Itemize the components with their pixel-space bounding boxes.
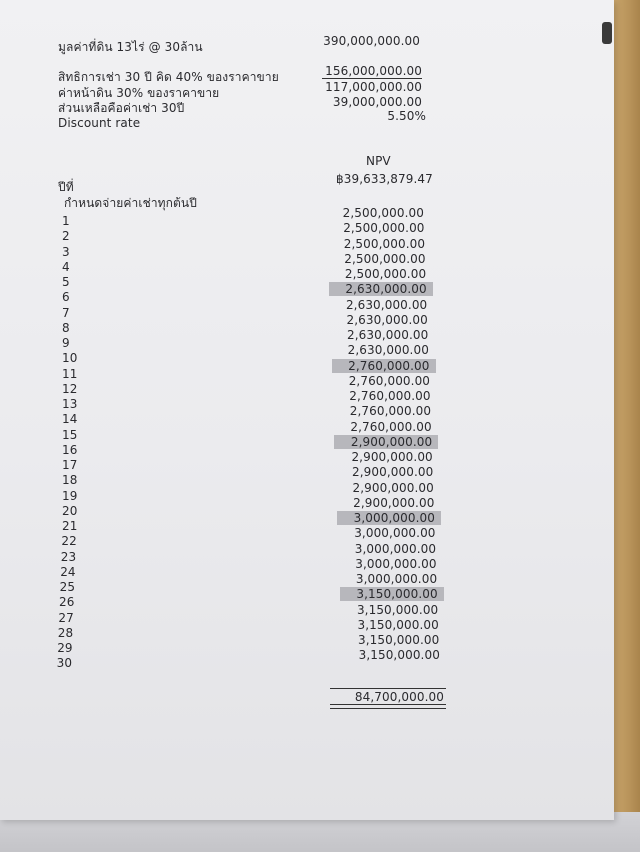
schedule-year: 19 (62, 488, 78, 503)
npv-value: ฿39,633,879.47 (336, 172, 433, 186)
schedule-year: 29 (57, 641, 73, 655)
schedule-year: 30 (56, 656, 73, 671)
schedule-year: 2 (62, 229, 70, 244)
front-fee-value: 117,000,000.00 (325, 80, 422, 94)
schedule-year: 3 (62, 244, 70, 259)
schedule-amount: 3,150,000.00 (357, 617, 439, 632)
remaining-label: ส่วนเหลือคือค่าเช่า 30ปี (58, 101, 185, 115)
schedule-amount: 2,760,000.00 (350, 419, 432, 434)
land-value-label: มูลค่าที่ดิน 13ไร่ @ 30ล้าน (58, 40, 203, 54)
schedule-amount: 2,900,000.00 (353, 495, 435, 510)
schedule-amount: 2,500,000.00 (344, 251, 426, 266)
schedule-amount: 2,630,000.00 (329, 282, 433, 296)
schedule-year: 13 (62, 397, 78, 411)
schedule-amount: 2,900,000.00 (334, 435, 438, 449)
schedule-year: 7 (62, 305, 70, 320)
schedule-amount: 2,630,000.00 (347, 328, 429, 342)
schedule-amount: 3,150,000.00 (358, 633, 440, 647)
schedule-year: 17 (62, 458, 78, 472)
land-value: 390,000,000.00 (323, 34, 420, 48)
schedule-amount: 3,000,000.00 (337, 511, 441, 525)
discount-rate-label: Discount rate (58, 116, 141, 130)
schedule-year: 11 (62, 366, 78, 381)
schedule-year: 6 (62, 290, 70, 305)
schedule-amount: 2,760,000.00 (349, 389, 431, 403)
schedule-amount: 2,900,000.00 (351, 450, 433, 464)
schedule-amount: 2,900,000.00 (352, 480, 434, 495)
schedule-amount: 2,760,000.00 (348, 373, 431, 388)
schedule-year: 22 (61, 534, 77, 549)
schedule-year: 12 (62, 381, 78, 396)
schedule-year: 4 (62, 259, 70, 274)
lease-rights-label: สิทธิการเช่า 30 ปี คิด 40% ของราคาขาย (58, 70, 279, 84)
double-underline (330, 704, 446, 709)
lease-rights-value: 156,000,000.00 (322, 64, 422, 79)
schedule-year: 23 (60, 549, 77, 564)
schedule-amount: 3,150,000.00 (356, 602, 439, 617)
remaining-value: 39,000,000.00 (332, 95, 422, 109)
schedule-amount: 3,000,000.00 (354, 526, 436, 541)
schedule-year: 16 (62, 442, 78, 457)
schedule-amount: 2,630,000.00 (347, 343, 429, 358)
schedule-year: 15 (62, 427, 78, 442)
npv-label: NPV (366, 154, 391, 168)
schedule-amount: 2,500,000.00 (343, 236, 426, 251)
schedule-amount: 2,500,000.00 (343, 221, 425, 236)
total-value: 84,700,000.00 (354, 690, 444, 704)
schedule-amount: 3,150,000.00 (340, 587, 444, 601)
schedule-amount: 2,630,000.00 (345, 297, 428, 312)
schedule-amount: 3,150,000.00 (358, 648, 440, 663)
schedule-year: 18 (62, 473, 78, 488)
schedule-year: 8 (62, 320, 70, 335)
front-fee-label: ค่าหน้าดิน 30% ของราคาขาย (58, 86, 220, 100)
schedule-year: 10 (62, 351, 78, 366)
schedule-amount: 2,630,000.00 (346, 312, 428, 327)
year-column-header: ปีที่ (58, 180, 74, 194)
discount-rate-value: 5.50% (387, 109, 426, 123)
schedule-year: 25 (59, 580, 76, 594)
schedule-year: 5 (62, 275, 70, 289)
schedule-subtitle: กำหนดจ่ายค่าเช่าทุกต้นปี (64, 196, 197, 210)
schedule-year: 20 (62, 503, 78, 518)
schedule-year: 24 (60, 564, 76, 579)
schedule-amount: 2,760,000.00 (332, 359, 436, 373)
schedule-amount: 3,000,000.00 (355, 556, 437, 571)
total-underline (330, 688, 446, 709)
schedule-year: 28 (57, 625, 74, 640)
schedule-year: 1 (62, 214, 70, 228)
schedule-amount: 2,500,000.00 (344, 267, 427, 281)
schedule-amount: 3,000,000.00 (355, 572, 438, 586)
schedule-year: 26 (59, 595, 75, 610)
schedule-amount: 2,760,000.00 (349, 404, 432, 419)
schedule-amount: 2,500,000.00 (342, 206, 424, 220)
schedule-year: 27 (58, 610, 74, 625)
schedule-year: 14 (62, 412, 78, 427)
schedule-year: 9 (62, 336, 70, 350)
schedule-amount: 2,900,000.00 (351, 465, 434, 480)
schedule-year: 21 (62, 519, 78, 533)
binder-clip (602, 22, 612, 44)
schedule-amount: 3,000,000.00 (354, 541, 437, 556)
desk-edge-right (614, 0, 640, 852)
